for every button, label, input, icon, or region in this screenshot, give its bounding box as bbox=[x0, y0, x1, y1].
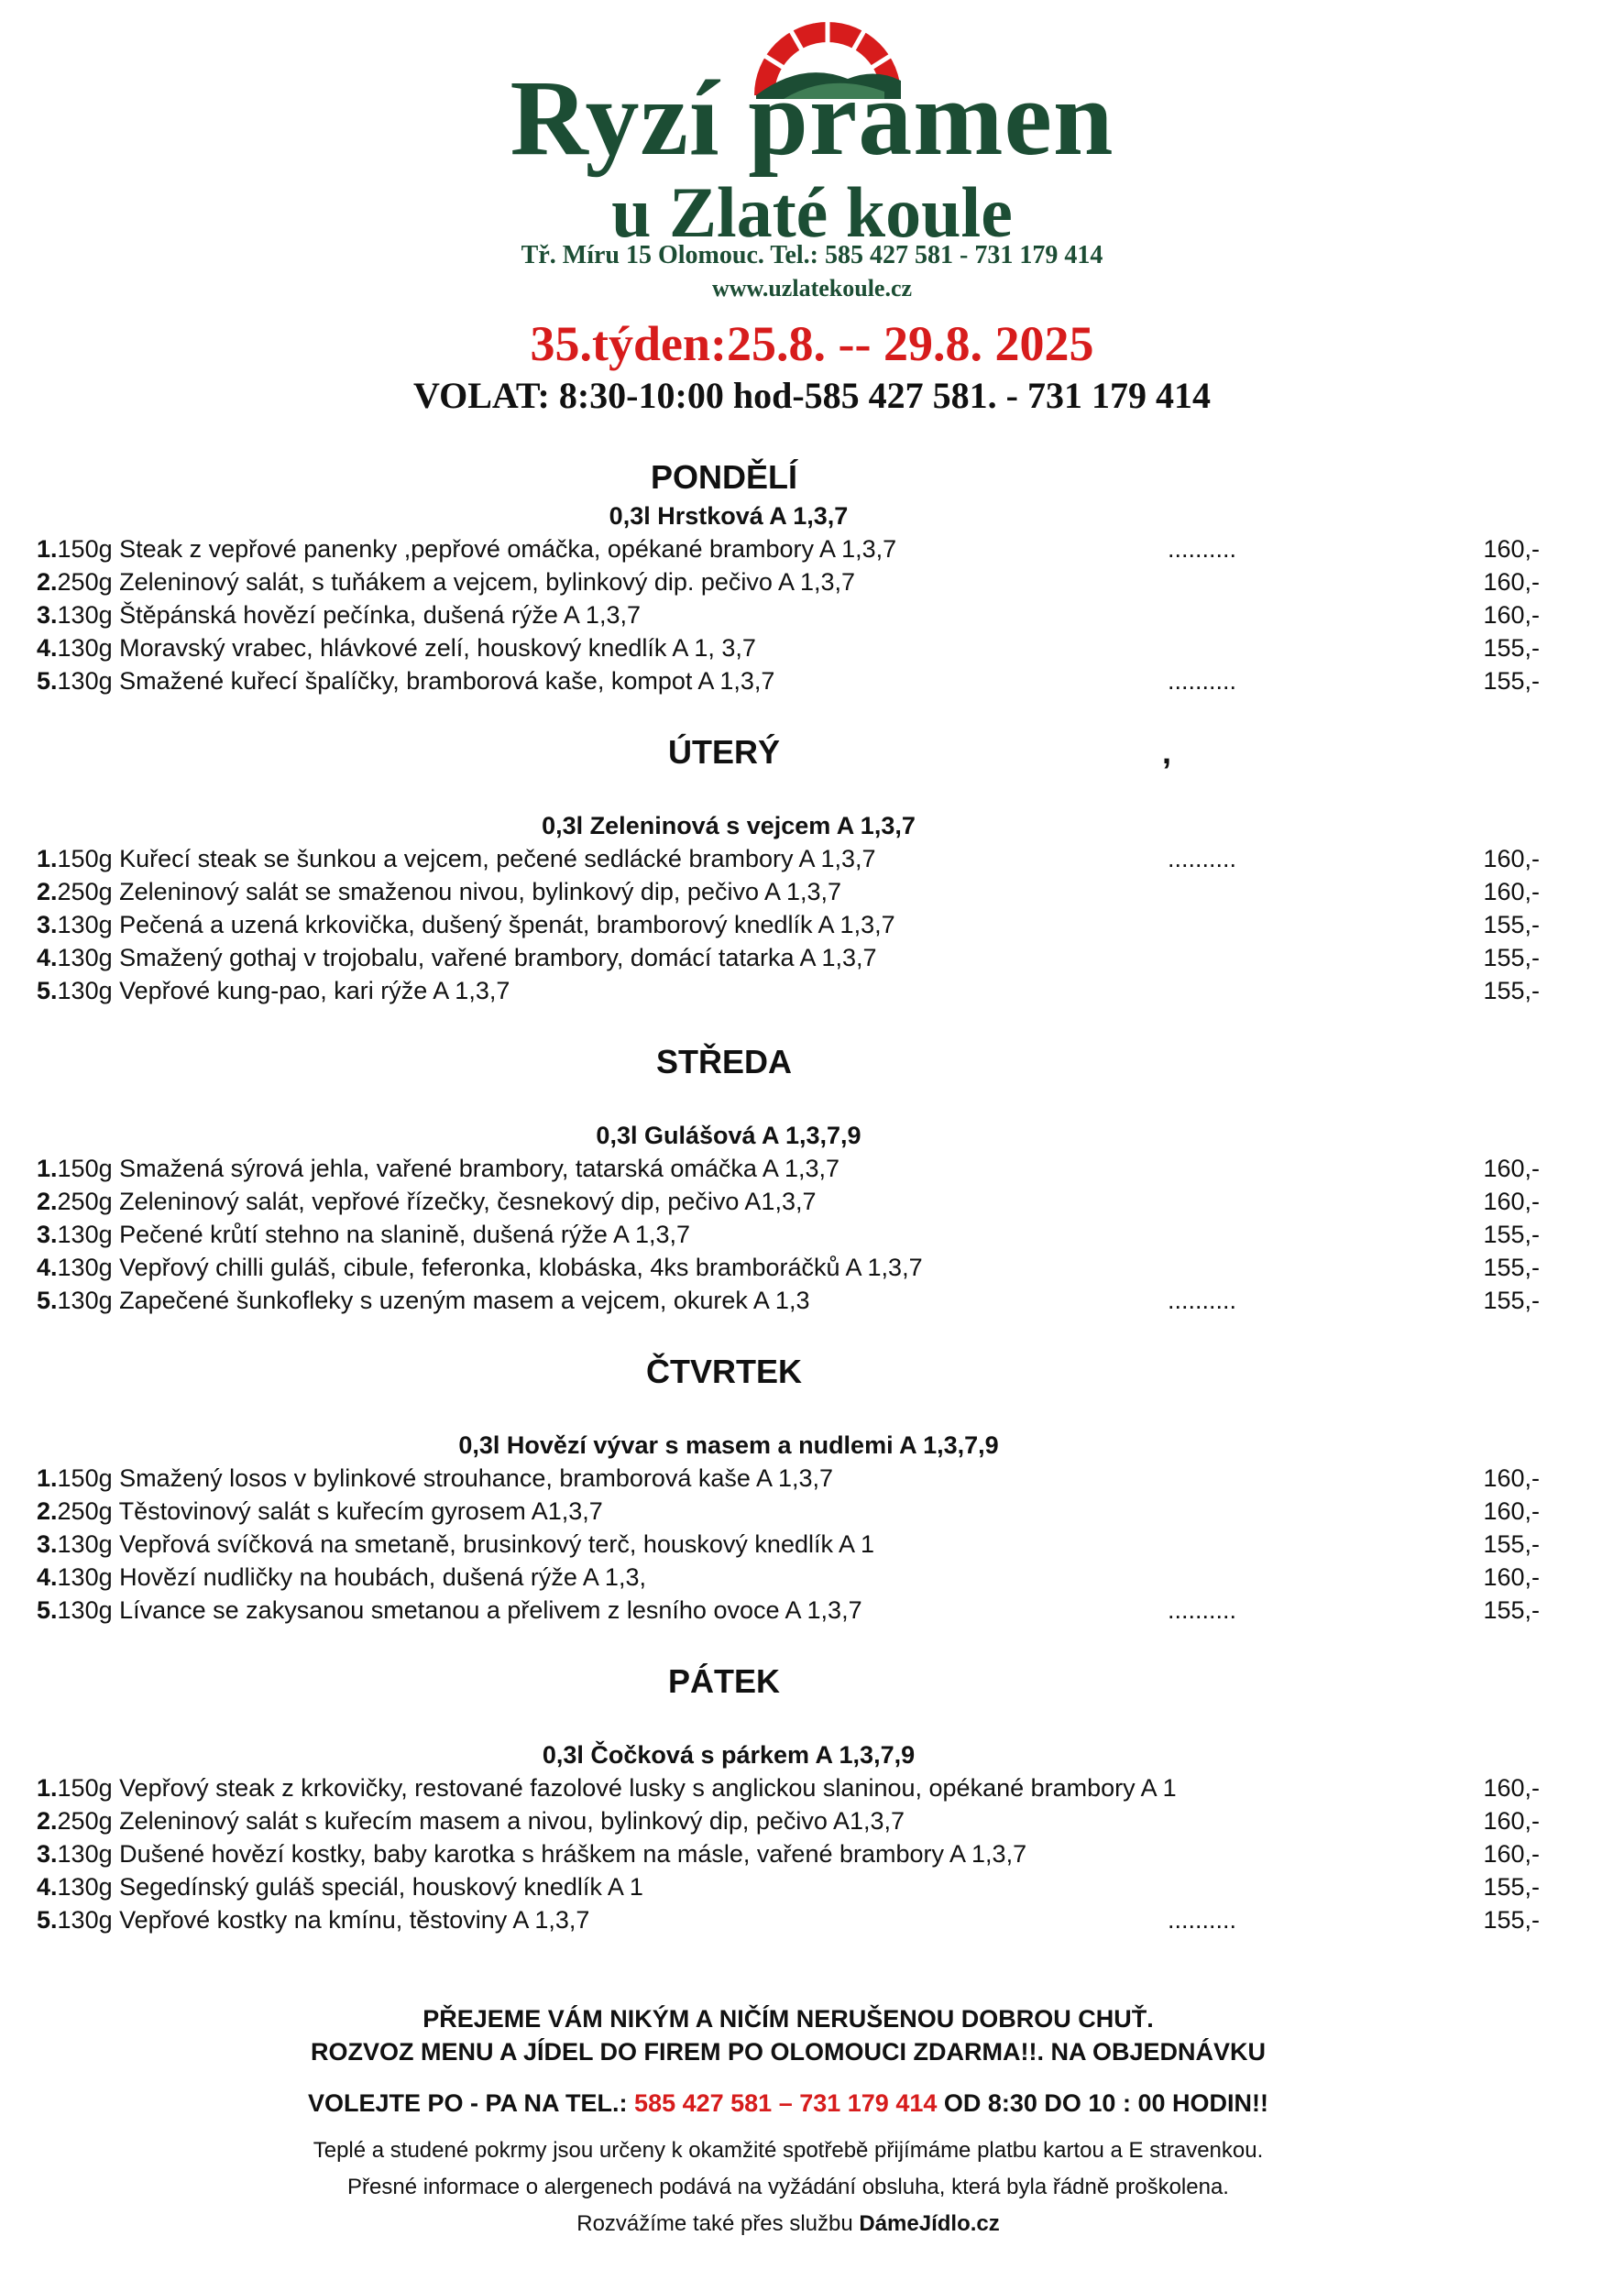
footer-payment-note: Teplé a studené pokrmy jsou určeny k okamžité spotřebě přijímáme platbu kartou a E stravenkou. bbox=[313, 2138, 1264, 2163]
price: 155,- bbox=[1483, 634, 1540, 662]
menu-item: 2.250g Zeleninový salát, vepřové řízečky, česnekový dip, pečivo A1,3,7 160,- bbox=[37, 1188, 1540, 1215]
day-title-wednesday: STŘEDA bbox=[655, 1043, 792, 1080]
menu-item: 5.130g Vepřové kung-pao, kari rýže A 1,3,7 155,- bbox=[37, 977, 1540, 1004]
order-phone-line: VOLAT: 8:30-10:00 hod-585 427 581. - 731 179 414 bbox=[413, 375, 1211, 416]
logo-address: Tř. Míru 15 Olomouc. Tel.: 585 427 581 - 731 179 414 bbox=[521, 241, 1103, 269]
menu-item: 3.130g Pečená a uzená krkovička, dušený špenát, bramborový knedlík A 1,3,7 155,- bbox=[37, 911, 1540, 938]
soup-thursday: 0,3l Hovězí vývar s masem a nudlemi A 1,3,7,9 bbox=[458, 1431, 999, 1459]
soup-wednesday: 0,3l Gulášová A 1,3,7,9 bbox=[596, 1122, 861, 1149]
menu-item: 2.250g Těstovinový salát s kuřecím gyrosem A1,3,7 160,- bbox=[37, 1497, 1540, 1525]
price: 160,- bbox=[1483, 535, 1540, 563]
price: 160,- bbox=[1483, 1188, 1540, 1215]
menu-item: 4.130g Vepřový chilli guláš, cibule, feferonka, klobáska, 4ks bramboráčků A 1,3,7 155,- bbox=[37, 1254, 1540, 1281]
menu-item: 5.130g Lívance se zakysanou smetanou a přelivem z lesního ovoce A 1,3,7 .......... 155,- bbox=[37, 1596, 1540, 1624]
menu-item: 2.250g Zeleninový salát, s tuňákem a vejcem, bylinkový dip. pečivo A 1,3,7 160,- bbox=[37, 568, 1540, 596]
day-title-tuesday: ÚTERÝ bbox=[667, 733, 780, 771]
price: 155,- bbox=[1483, 1221, 1540, 1248]
menu-item: 1.150g Smažená sýrová jehla, vařené brambory, tatarská omáčka A 1,3,7 160,- bbox=[37, 1155, 1540, 1182]
soup-monday: 0,3l Hrstková A 1,3,7 bbox=[609, 502, 849, 530]
menu-item: 4.130g Smažený gothaj v trojobalu, vařené brambory, domácí tatarka A 1,3,7 155,- bbox=[37, 944, 1540, 971]
menu-item: 1.150g Vepřový steak z krkovičky, restované fazolové lusky s anglickou slaninou, opékané brambory A 1 160,- bbox=[37, 1774, 1540, 1802]
price: 155,- bbox=[1483, 1287, 1540, 1314]
price: 160,- bbox=[1483, 1807, 1540, 1835]
price: 160,- bbox=[1483, 1464, 1540, 1492]
menu-item: 4.130g Moravský vrabec, hlávkové zelí, houskový knedlík A 1, 3,7 155,- bbox=[37, 634, 1540, 662]
footer-order-line: VOLEJTE PO - PA NA TEL.: 585 427 581 – 731 179 414 OD 8:30 DO 10 : 00 HODIN!! bbox=[308, 2089, 1268, 2117]
menu-item: 5.130g Vepřové kostky na kmínu, těstoviny A 1,3,7 .......... 155,- bbox=[37, 1906, 1540, 1934]
menu-item: 4.130g Segedínský guláš speciál, houskový knedlík A 1 155,- bbox=[37, 1873, 1540, 1901]
price: 155,- bbox=[1483, 1906, 1540, 1934]
footer-delivery-service: Rozvážíme také přes službu DámeJídlo.cz bbox=[576, 2211, 1000, 2236]
menu-item: 1.150g Kuřecí steak se šunkou a vejcem, pečené sedlácké brambory A 1,3,7 .......... 160,- bbox=[37, 845, 1540, 872]
day-title-thursday: ČTVRTEK bbox=[646, 1353, 802, 1390]
price: 155,- bbox=[1483, 1254, 1540, 1281]
menu-item: 1.150g Steak z vepřové panenky ,pepřové omáčka, opékané brambory A 1,3,7 .......... 160,- bbox=[37, 535, 1540, 563]
menu-item: 3.130g Dušené hovězí kostky, baby karotka s hráškem na másle, vařené brambory A 1,3,7 160,- bbox=[37, 1840, 1540, 1868]
damejidlo-link: DámeJídlo.cz bbox=[859, 2211, 1000, 2236]
restaurant-logo bbox=[0, 0, 1624, 312]
week-heading: 35.týden:25.8. -- 29.8. 2025 bbox=[530, 316, 1094, 371]
soup-tuesday: 0,3l Zeleninová s vejcem A 1,3,7 bbox=[542, 812, 916, 839]
stray-comma: , bbox=[1162, 733, 1172, 771]
price: 160,- bbox=[1483, 601, 1540, 629]
footer-allergen-note: Přesné informace o alergenech podává na vyžádání obsluha, která byla řádně proškolena. bbox=[347, 2175, 1229, 2199]
price: 160,- bbox=[1483, 1840, 1540, 1868]
price: 155,- bbox=[1483, 1530, 1540, 1558]
logo-subtitle: u Zlaté koule bbox=[611, 172, 1013, 252]
menu-item: 2.250g Zeleninový salát s kuřecím masem a nivou, bylinkový dip, pečivo A1,3,7 160,- bbox=[37, 1807, 1540, 1835]
price: 160,- bbox=[1483, 1774, 1540, 1802]
price: 160,- bbox=[1483, 1497, 1540, 1525]
price: 155,- bbox=[1483, 1596, 1540, 1624]
price: 155,- bbox=[1483, 977, 1540, 1004]
day-title-monday: PONDĚLÍ bbox=[650, 458, 797, 496]
menu-item: 1.150g Smažený losos v bylinkové strouhance, bramborová kaše A 1,3,7 160,- bbox=[37, 1464, 1540, 1492]
soup-friday: 0,3l Čočková s párkem A 1,3,7,9 bbox=[542, 1741, 916, 1769]
price: 160,- bbox=[1483, 878, 1540, 905]
footer-greeting: PŘEJEME VÁM NIKÝM A NIČÍM NERUŠENOU DOBROU CHUŤ. bbox=[422, 2005, 1154, 2033]
menu-item: 3.130g Vepřová svíčková na smetaně, brusinkový terč, houskový knedlík A 1 155,- bbox=[37, 1530, 1540, 1558]
footer-delivery: ROZVOZ MENU A JÍDEL DO FIREM PO OLOMOUCI ZDARMA!!. NA OBJEDNÁVKU bbox=[310, 2038, 1266, 2066]
price: 160,- bbox=[1483, 1563, 1540, 1591]
logo-website[interactable]: www.uzlatekoule.cz bbox=[711, 275, 913, 301]
price: 160,- bbox=[1483, 1155, 1540, 1182]
price: 155,- bbox=[1483, 667, 1540, 695]
menu-item: 5.130g Zapečené šunkofleky s uzeným masem a vejcem, okurek A 1,3 .......... 155,- bbox=[37, 1287, 1540, 1314]
price: 155,- bbox=[1483, 944, 1540, 971]
menu-item: 3.130g Pečené krůtí stehno na slanině, dušená rýže A 1,3,7 155,- bbox=[37, 1221, 1540, 1248]
price: 160,- bbox=[1483, 845, 1540, 872]
menu-item: 3.130g Štěpánská hovězí pečínka, dušená rýže A 1,3,7 160,- bbox=[37, 601, 1540, 629]
price: 160,- bbox=[1483, 568, 1540, 596]
menu-item: 2.250g Zeleninový salát se smaženou nivou, bylinkový dip, pečivo A 1,3,7 160,- bbox=[37, 878, 1540, 905]
logo-title: Ryzí pramen bbox=[510, 58, 1114, 178]
footer-phones: 585 427 581 – 731 179 414 bbox=[634, 2089, 938, 2117]
menu-item: 5.130g Smažené kuřecí špalíčky, bramborová kaše, kompot A 1,3,7 .......... 155,- bbox=[37, 667, 1540, 695]
price: 155,- bbox=[1483, 1873, 1540, 1901]
day-title-friday: PÁTEK bbox=[667, 1662, 780, 1700]
menu-item: 4.130g Hovězí nudličky na houbách, dušená rýže A 1,3, 160,- bbox=[37, 1563, 1540, 1591]
price: 155,- bbox=[1483, 911, 1540, 938]
